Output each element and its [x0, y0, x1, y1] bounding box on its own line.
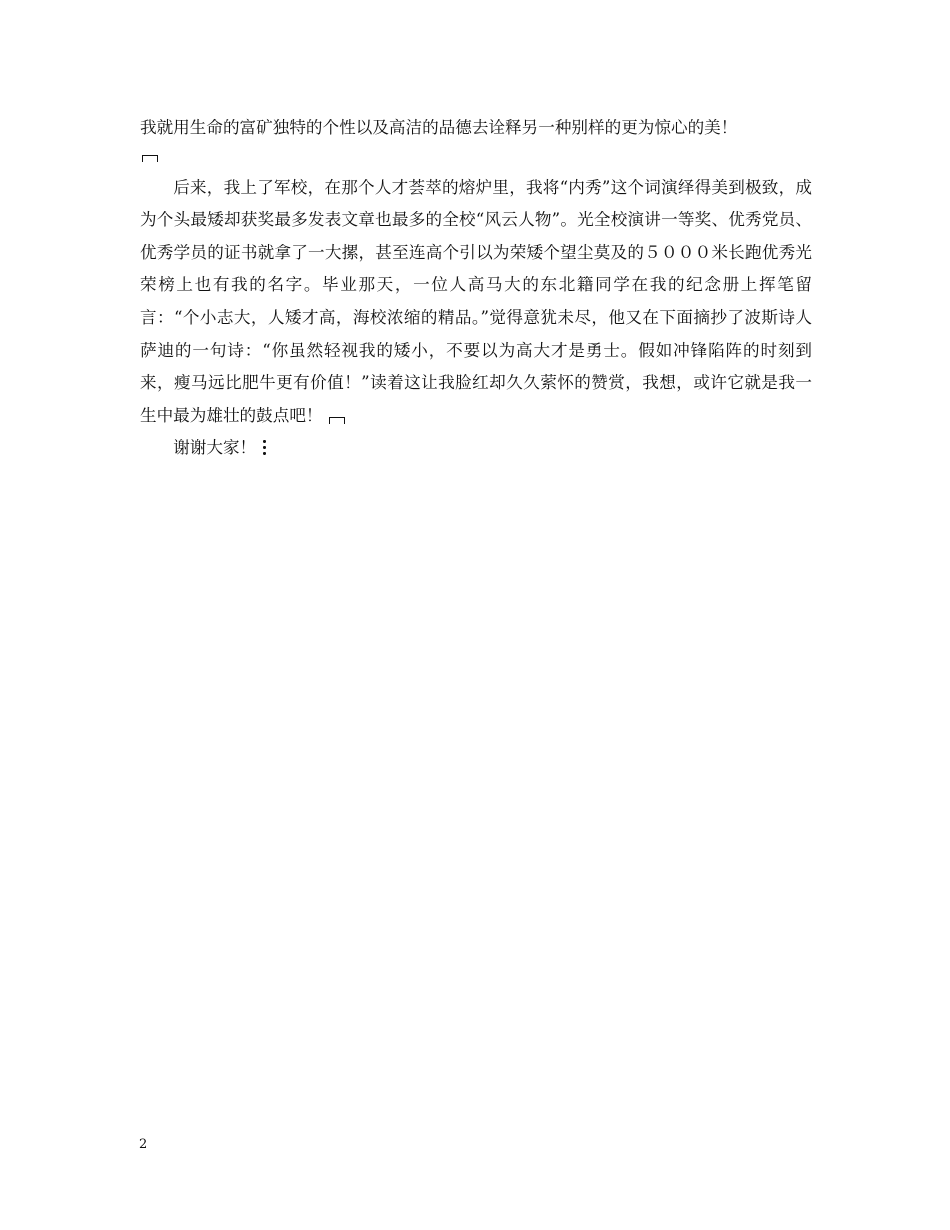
- paragraph-3-text: 谢谢大家！: [173, 438, 257, 458]
- paragraph-3: [140, 432, 812, 465]
- page-number: 2: [139, 1137, 148, 1152]
- document-body: [140, 112, 812, 465]
- vertical-ellipsis-icon: [262, 439, 266, 455]
- paragraph-mark-icon: [142, 155, 158, 162]
- paragraph-mark-icon: [329, 417, 345, 424]
- paragraph-2: [140, 172, 812, 433]
- paragraph-2-text: 后来，我上了军校，在那个人才荟萃的熔炉里，我将“内秀”这个词演绎得美到极致，成为个头最矮却获奖最多发表文章也最多的全校“风云人物”。光全校演讲一等奖、优秀党员、优秀学员的证书就拿了一大摞，甚至连高个引以为荣矮个望尘莫及的５０００米长跑优秀光荣榜上也有我的名字。毕业那天，一位人高马大的东北籍同学在我的纪念册上挥笔留言：“个小志大，人矮才高，海校浓缩的精品。”觉得意犹未尽，他又在下面摘抄了波斯诗人萨迪的一句诗：“你虽然轻视我的矮小，不要以为高大才是勇士。假如冲锋陷阵的时刻到来，瘦马远比肥牛更有价值！”读着这让我脸红却久久萦怀的赞赏，我想，或许它就是我一生中最为雄壮的鼓点吧！: [140, 177, 812, 425]
- paragraph-1: 我就用生命的富矿独特的个性以及高洁的品德去诠释另一种别样的更为惊心的美！: [140, 118, 738, 137]
